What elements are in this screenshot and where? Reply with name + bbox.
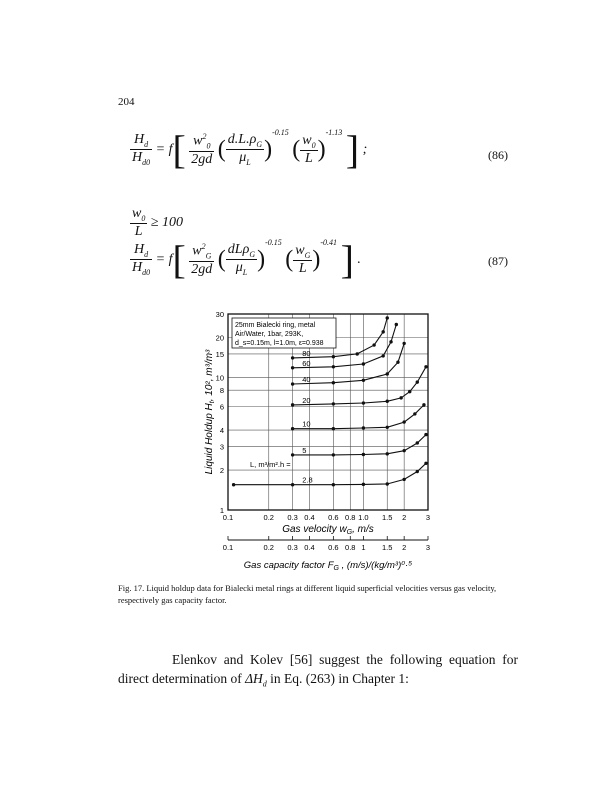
x-tick-label: 0.6 — [328, 513, 339, 522]
body-paragraph: Elenkov and Kolev [56] suggest the following equation for direct determination of $\Delta H_d$ in Eq. (263) in Chapter 1: — [118, 652, 518, 689]
series-label: 5 — [302, 445, 307, 455]
series-label: 40 — [302, 375, 311, 385]
data-point — [402, 478, 405, 481]
data-point — [291, 382, 294, 385]
legend-line-3: d_s=0.15m, l=1.0m, ε=0.938 — [235, 340, 324, 347]
data-point — [395, 323, 398, 326]
legend-line-1: 25mm Bialecki ring, metal — [235, 322, 316, 329]
x-tick-label: 2 — [402, 513, 407, 522]
series-label: 60 — [302, 358, 311, 368]
data-point — [362, 379, 365, 382]
secondary-tick-label: 2 — [402, 543, 407, 552]
y-tick-label: 8 — [219, 386, 224, 396]
legend-line-2: Air/Water, 1bar, 293K, — [235, 331, 304, 338]
data-point — [416, 380, 419, 383]
x-tick-label: 0.4 — [304, 513, 315, 522]
series-line-20 — [293, 367, 426, 405]
series-label: 2.8 — [302, 475, 313, 485]
data-point — [416, 441, 419, 444]
data-point — [389, 340, 392, 343]
data-point — [356, 352, 359, 355]
data-point — [386, 400, 389, 403]
y-tick-label: 10 — [215, 373, 224, 383]
data-point — [332, 365, 335, 368]
data-point — [362, 362, 365, 365]
y-tick-label: 2 — [219, 466, 224, 476]
data-point — [416, 470, 419, 473]
data-point — [413, 412, 416, 415]
data-point — [332, 381, 335, 384]
x-axis-label: Gas velocity $w_G$, m/s — [282, 524, 374, 536]
data-point — [291, 403, 294, 406]
data-point — [381, 354, 384, 357]
equation-87-number: (87) — [488, 254, 508, 268]
data-point — [399, 396, 402, 399]
data-point — [422, 403, 425, 406]
data-point — [291, 453, 294, 456]
data-point — [332, 483, 335, 486]
secondary-tick-label: 0.4 — [304, 543, 315, 552]
y-tick-label: 1 — [219, 506, 224, 515]
x-tick-label: 1.0 — [358, 513, 369, 522]
equation-86: $\frac{H_d}{H_{d0}}$ = f[ $\frac{w^2_0}{2gd}$ ( $\frac{d.L.\rho_G}{\mu_L}$ )$^{-0.15}$ ( $\frac{w_0}{L}$ )$^{-1.13}$ ] ; — [132, 126, 368, 172]
data-point — [381, 330, 384, 333]
secondary-axis-label: Gas capacity factor $F_G$ , (m/s)/(kg/m³)⁰·⁵ — [243, 560, 413, 572]
data-point — [386, 452, 389, 455]
series-label: 10 — [302, 419, 311, 429]
x-tick-label: 0.2 — [263, 513, 274, 522]
series-label: 80 — [302, 348, 311, 358]
series-line-5 — [293, 435, 426, 455]
holdup-chart — [0, 300, 612, 580]
secondary-tick-label: 0.8 — [345, 543, 356, 552]
y-tick-label: 4 — [219, 426, 224, 436]
x-tick-label: 0.3 — [287, 513, 298, 522]
data-point — [291, 427, 294, 430]
data-point — [332, 355, 335, 358]
data-point — [408, 390, 411, 393]
secondary-tick-label: 0.1 — [222, 543, 234, 552]
data-point — [372, 343, 375, 346]
eq87-lhs: $\frac{H_d}{H_{d0}}$ — [132, 242, 151, 278]
secondary-tick-label: 1.5 — [382, 543, 393, 552]
y-tick-label: 20 — [215, 333, 224, 343]
y-tick-label: 15 — [215, 349, 224, 359]
data-point — [362, 401, 365, 404]
data-point — [362, 426, 365, 429]
data-point — [362, 483, 365, 486]
data-point — [402, 449, 405, 452]
data-point — [386, 426, 389, 429]
data-point — [332, 402, 335, 405]
data-point — [291, 366, 294, 369]
secondary-tick-label: 1 — [361, 543, 366, 552]
eq86-lhs: $\frac{H_d}{H_{d0}}$ — [132, 132, 151, 168]
data-point — [402, 420, 405, 423]
data-point — [362, 453, 365, 456]
y-tick-label: 6 — [219, 402, 224, 412]
secondary-tick-label: 0.3 — [287, 543, 298, 552]
figure-caption: Fig. 17. Liquid holdup data for Bialecki metal rings at different liquid superficial velocities versus gas velocity, respectively gas capacity factor. — [118, 583, 497, 605]
y-axis-label: Liquid Holdup $H_t$, 10², m³/m³ — [204, 349, 216, 475]
data-point — [291, 356, 294, 359]
x-tick-label: 1.5 — [382, 513, 393, 522]
data-point — [424, 433, 427, 436]
condition: $\frac{w_0}{L}$ ≥ 100 — [132, 206, 184, 239]
data-point — [424, 365, 427, 368]
x-tick-label: 3 — [425, 513, 431, 522]
data-point — [396, 360, 399, 363]
data-point — [291, 483, 294, 486]
data-point — [386, 372, 389, 375]
data-point — [332, 427, 335, 430]
series-param-label: L, m³/m².h = — [250, 460, 291, 469]
data-point — [424, 462, 427, 465]
data-point — [402, 342, 405, 345]
page-number: 204 — [118, 96, 135, 108]
x-tick-label: 0.1 — [222, 513, 234, 522]
data-point — [332, 453, 335, 456]
y-tick-label: 3 — [219, 442, 224, 452]
series-label: 20 — [302, 395, 311, 405]
secondary-axis-ticks — [223, 536, 430, 552]
secondary-tick-label: 0.6 — [328, 543, 339, 552]
y-tick-label: 30 — [215, 310, 224, 319]
x-tick-label: 0.8 — [345, 513, 356, 522]
data-point — [386, 482, 389, 485]
secondary-tick-label: 3 — [425, 543, 431, 552]
data-point — [386, 316, 389, 319]
equation-87: $\frac{H_d}{H_{d0}}$ = f[ $\frac{w^2_G}{2gd}$ ( $\frac{dL\rho_G}{\mu_L}$ )$^{-0.15}$ ( $\frac{w_G}{L}$ )$^{-0.41}$ ] . — [132, 236, 361, 282]
secondary-tick-label: 0.2 — [263, 543, 274, 552]
data-point — [232, 483, 235, 486]
equation-86-number: (86) — [488, 148, 508, 162]
